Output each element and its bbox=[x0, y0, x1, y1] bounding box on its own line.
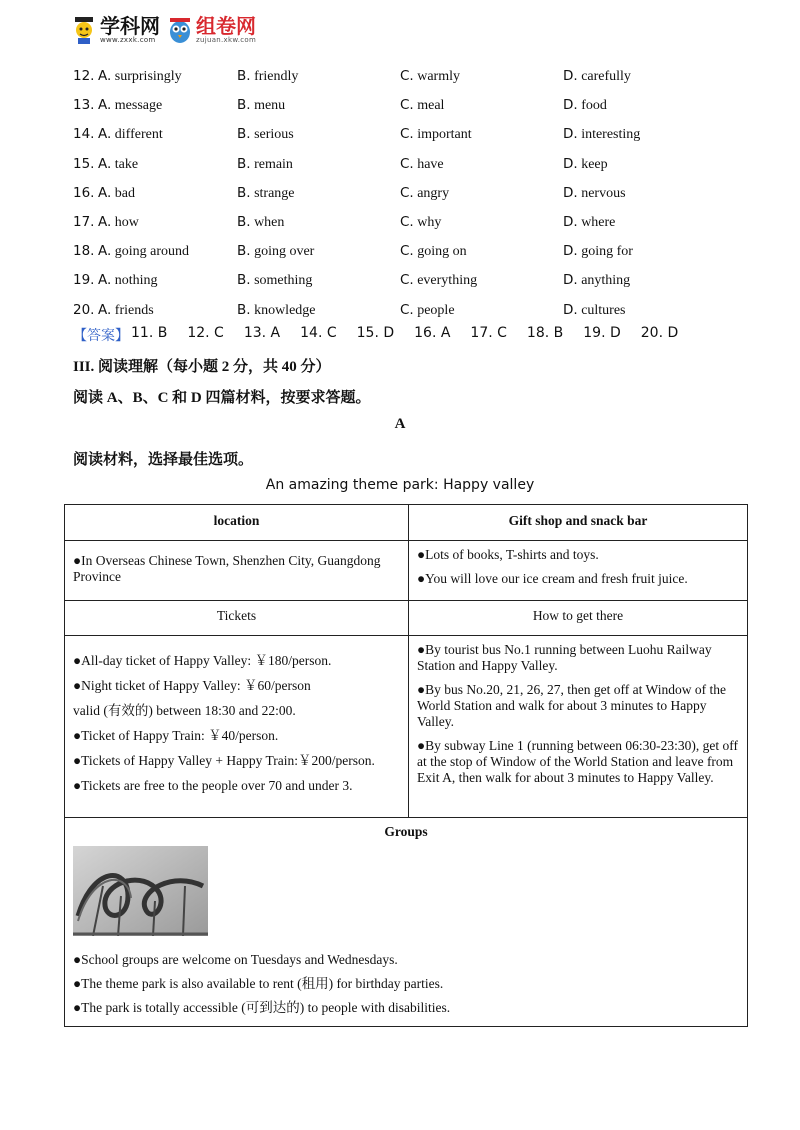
option-letter: D. bbox=[563, 68, 578, 85]
group-item: ●The park is totally accessible (可到达的) to people with disabilities. bbox=[73, 1000, 451, 1015]
option-c bbox=[400, 272, 563, 289]
option-text: going around bbox=[114, 244, 190, 260]
shop-item: ●You will love our ice cream and fresh fruit juice. bbox=[417, 571, 688, 586]
shop-header: Gift shop and snack bar bbox=[508, 513, 648, 528]
owl-icon bbox=[168, 15, 192, 45]
option-b bbox=[237, 302, 400, 319]
option-letter: C. bbox=[400, 155, 414, 172]
option-letter: B. bbox=[237, 68, 251, 85]
option-letter: A. bbox=[97, 184, 112, 201]
ticket-item: ●All-day ticket of Happy Valley: ￥180/person. bbox=[73, 653, 332, 668]
option-letter: A. bbox=[97, 155, 112, 172]
option-row bbox=[73, 120, 733, 149]
option-c bbox=[400, 185, 563, 202]
transport-header: How to get there bbox=[532, 608, 624, 623]
option-text: angry bbox=[417, 185, 450, 201]
question-number: 14. bbox=[73, 126, 95, 143]
option-d bbox=[563, 214, 726, 231]
reading-instruction: 阅读材料，选择最佳选项。 bbox=[73, 452, 254, 468]
option-row bbox=[73, 91, 733, 120]
option-letter: A. bbox=[97, 272, 112, 289]
theme-park-table bbox=[64, 504, 748, 1027]
option-text: when bbox=[254, 215, 285, 231]
transport-item: ●By bus No.20, 21, 26, 27, then get off at Window of the World Station and walk for about 3 minutes to Happy Valley. bbox=[417, 682, 726, 729]
option-text: cultures bbox=[581, 302, 626, 318]
option-text: message bbox=[114, 98, 163, 114]
option-text: going for bbox=[581, 244, 633, 260]
option-a bbox=[73, 126, 237, 143]
option-text: interesting bbox=[581, 127, 641, 143]
groups-list bbox=[73, 952, 739, 1016]
option-letter: A. bbox=[97, 126, 112, 143]
groups-cell bbox=[65, 818, 747, 1026]
answer-item: 16. A bbox=[414, 325, 451, 341]
option-row bbox=[73, 296, 733, 325]
zujuanwang-logo bbox=[168, 15, 256, 45]
option-text: where bbox=[581, 215, 616, 231]
option-d bbox=[563, 302, 726, 319]
tickets-header: Tickets bbox=[65, 601, 409, 635]
option-letter: B. bbox=[237, 184, 251, 201]
location-header: location bbox=[65, 505, 409, 540]
option-row bbox=[73, 150, 733, 179]
table-row bbox=[65, 636, 747, 818]
shop-cell bbox=[409, 541, 747, 600]
logo1-url: www.zxxk.com bbox=[100, 36, 156, 44]
option-a bbox=[73, 68, 237, 85]
option-d bbox=[563, 272, 726, 289]
question-number: 20. bbox=[73, 301, 95, 318]
part-label: A bbox=[394, 416, 406, 432]
option-text: important bbox=[417, 127, 472, 143]
question-number: 13. bbox=[73, 97, 95, 114]
option-row bbox=[73, 237, 733, 266]
ticket-item: ●Night ticket of Happy Valley: ￥60/person bbox=[73, 678, 311, 693]
question-number: 16. bbox=[73, 184, 95, 201]
option-b bbox=[237, 156, 400, 173]
answer-key bbox=[73, 325, 698, 345]
table-row bbox=[65, 505, 747, 541]
option-text: nothing bbox=[114, 273, 158, 289]
option-letter: C. bbox=[400, 272, 414, 289]
answer-tag: 【答案】 bbox=[73, 328, 129, 344]
table-row bbox=[65, 818, 747, 1026]
option-a bbox=[73, 272, 237, 289]
answer-item: 11. B bbox=[131, 325, 168, 341]
option-letter: D. bbox=[563, 184, 578, 201]
option-letter: D. bbox=[563, 155, 578, 172]
option-text: strange bbox=[254, 185, 295, 201]
option-text: bad bbox=[114, 185, 135, 201]
section-instruction: 阅读 A、B、C 和 D 四篇材料，按要求答题。 bbox=[73, 390, 371, 406]
ticket-item: valid (有效的) between 18:30 and 22:00. bbox=[73, 703, 296, 718]
option-c bbox=[400, 243, 563, 260]
option-letter: C. bbox=[400, 126, 414, 143]
option-letter: C. bbox=[400, 301, 414, 318]
option-letter: C. bbox=[400, 68, 414, 85]
option-text: friendly bbox=[254, 69, 299, 85]
option-letter: A. bbox=[97, 97, 112, 114]
option-row bbox=[73, 208, 733, 237]
option-d bbox=[563, 156, 726, 173]
transport-item: ●By tourist bus No.1 running between Luohu Railway Station and Happy Valley. bbox=[417, 642, 712, 673]
option-a bbox=[73, 243, 237, 260]
ticket-item: ●Ticket of Happy Train: ￥40/person. bbox=[73, 728, 279, 743]
option-d bbox=[563, 68, 726, 85]
page-header bbox=[72, 10, 256, 50]
option-c bbox=[400, 156, 563, 173]
option-text: surprisingly bbox=[114, 69, 182, 85]
answer-item: 14. C bbox=[300, 325, 337, 341]
option-letter: B. bbox=[237, 126, 251, 143]
option-c bbox=[400, 302, 563, 319]
option-text: going on bbox=[417, 244, 467, 260]
section-title: III. 阅读理解（每小题 2 分，共 40 分） bbox=[73, 359, 331, 375]
transport-cell bbox=[409, 636, 747, 817]
option-b bbox=[237, 185, 400, 202]
xuekewang-logo bbox=[72, 15, 160, 45]
option-b bbox=[237, 243, 400, 260]
question-number: 19. bbox=[73, 272, 95, 289]
option-letter: D. bbox=[563, 272, 578, 289]
option-list bbox=[73, 62, 733, 325]
option-text: anything bbox=[581, 273, 631, 289]
option-text: different bbox=[114, 127, 163, 143]
question-number: 15. bbox=[73, 155, 95, 172]
shop-item: ●Lots of books, T-shirts and toys. bbox=[417, 547, 599, 562]
answer-item: 15. D bbox=[356, 325, 395, 341]
logo1-title: 学科网 bbox=[100, 14, 160, 38]
option-letter: B. bbox=[237, 243, 251, 260]
option-c bbox=[400, 68, 563, 85]
option-text: why bbox=[417, 215, 442, 231]
group-item: ●The theme park is also available to rent (租用) for birthday parties. bbox=[73, 976, 444, 991]
option-row bbox=[73, 179, 733, 208]
option-d bbox=[563, 126, 726, 143]
option-letter: D. bbox=[563, 214, 578, 231]
option-text: knowledge bbox=[254, 302, 316, 318]
option-text: carefully bbox=[581, 69, 631, 85]
option-a bbox=[73, 214, 237, 231]
answer-item: 12. C bbox=[187, 325, 224, 341]
option-b bbox=[237, 68, 400, 85]
question-number: 18. bbox=[73, 243, 95, 260]
table-row bbox=[65, 541, 747, 601]
option-letter: D. bbox=[563, 301, 578, 318]
answer-item: 19. D bbox=[583, 325, 621, 341]
table-row bbox=[65, 601, 747, 636]
option-a bbox=[73, 156, 237, 173]
transport-item: ●By subway Line 1 (running between 06:30-23:30), get off at the stop of Window of the World Station and leave from Exit A, then walk for about 3 minutes to Happy Valley. bbox=[417, 738, 738, 785]
option-row bbox=[73, 62, 733, 91]
option-row bbox=[73, 266, 733, 295]
option-letter: B. bbox=[237, 97, 251, 114]
option-text: going over bbox=[254, 244, 315, 260]
option-letter: D. bbox=[563, 243, 578, 260]
option-text: serious bbox=[254, 127, 294, 143]
option-text: remain bbox=[254, 156, 293, 172]
option-letter: C. bbox=[400, 243, 414, 260]
group-item: ●School groups are welcome on Tuesdays and Wednesdays. bbox=[73, 952, 398, 967]
option-letter: A. bbox=[97, 243, 112, 260]
option-letter: B. bbox=[237, 155, 251, 172]
option-d bbox=[563, 185, 726, 202]
logo2-url: zujuan.xkw.com bbox=[196, 36, 257, 44]
answer-item: 17. C bbox=[470, 325, 507, 341]
roller-coaster-photo bbox=[73, 846, 208, 936]
option-letter: B. bbox=[237, 272, 251, 289]
option-a bbox=[73, 97, 237, 114]
ticket-item: ●Tickets of Happy Valley + Happy Train:￥200/person. bbox=[73, 753, 375, 768]
option-text: how bbox=[114, 215, 139, 231]
option-text: have bbox=[417, 156, 444, 172]
answer-item: 20. D bbox=[640, 325, 679, 341]
ticket-item: ●Tickets are free to the people over 70 and under 3. bbox=[73, 778, 353, 793]
option-d bbox=[563, 97, 726, 114]
option-text: nervous bbox=[581, 185, 626, 201]
option-letter: C. bbox=[400, 214, 414, 231]
option-text: menu bbox=[254, 98, 286, 114]
option-c bbox=[400, 97, 563, 114]
location-text: ●In Overseas Chinese Town, Shenzhen City, Guangdong Province bbox=[73, 553, 381, 584]
option-d bbox=[563, 243, 726, 260]
option-b bbox=[237, 126, 400, 143]
option-b bbox=[237, 214, 400, 231]
answer-item: 13. A bbox=[243, 325, 281, 341]
option-text: friends bbox=[114, 302, 154, 318]
option-b bbox=[237, 97, 400, 114]
option-text: everything bbox=[417, 273, 478, 289]
option-letter: B. bbox=[237, 214, 251, 231]
option-text: food bbox=[581, 98, 607, 114]
logo2-title: 组卷网 bbox=[196, 14, 256, 38]
question-number: 17. bbox=[73, 214, 95, 231]
option-letter: C. bbox=[400, 184, 414, 201]
option-text: meal bbox=[417, 98, 445, 114]
groups-header: Groups bbox=[384, 824, 428, 839]
option-text: take bbox=[114, 156, 139, 172]
passage-title: An amazing theme park: Happy valley bbox=[265, 477, 535, 493]
tickets-cell bbox=[65, 636, 409, 817]
mascot-icon bbox=[72, 15, 96, 45]
option-text: something bbox=[254, 273, 313, 289]
option-letter: D. bbox=[563, 126, 578, 143]
option-c bbox=[400, 214, 563, 231]
option-text: warmly bbox=[417, 69, 460, 85]
option-c bbox=[400, 126, 563, 143]
option-letter: A. bbox=[97, 214, 112, 231]
option-letter: C. bbox=[400, 97, 414, 114]
option-letter: A. bbox=[97, 301, 112, 318]
option-text: keep bbox=[581, 156, 608, 172]
location-cell bbox=[65, 541, 409, 600]
option-letter: D. bbox=[563, 97, 578, 114]
option-text: people bbox=[417, 302, 455, 318]
option-b bbox=[237, 272, 400, 289]
option-letter: B. bbox=[237, 301, 251, 318]
option-letter: A. bbox=[97, 68, 112, 85]
option-a bbox=[73, 185, 237, 202]
question-number: 12. bbox=[73, 68, 95, 85]
answer-item: 18. B bbox=[526, 325, 564, 341]
option-a bbox=[73, 302, 237, 319]
